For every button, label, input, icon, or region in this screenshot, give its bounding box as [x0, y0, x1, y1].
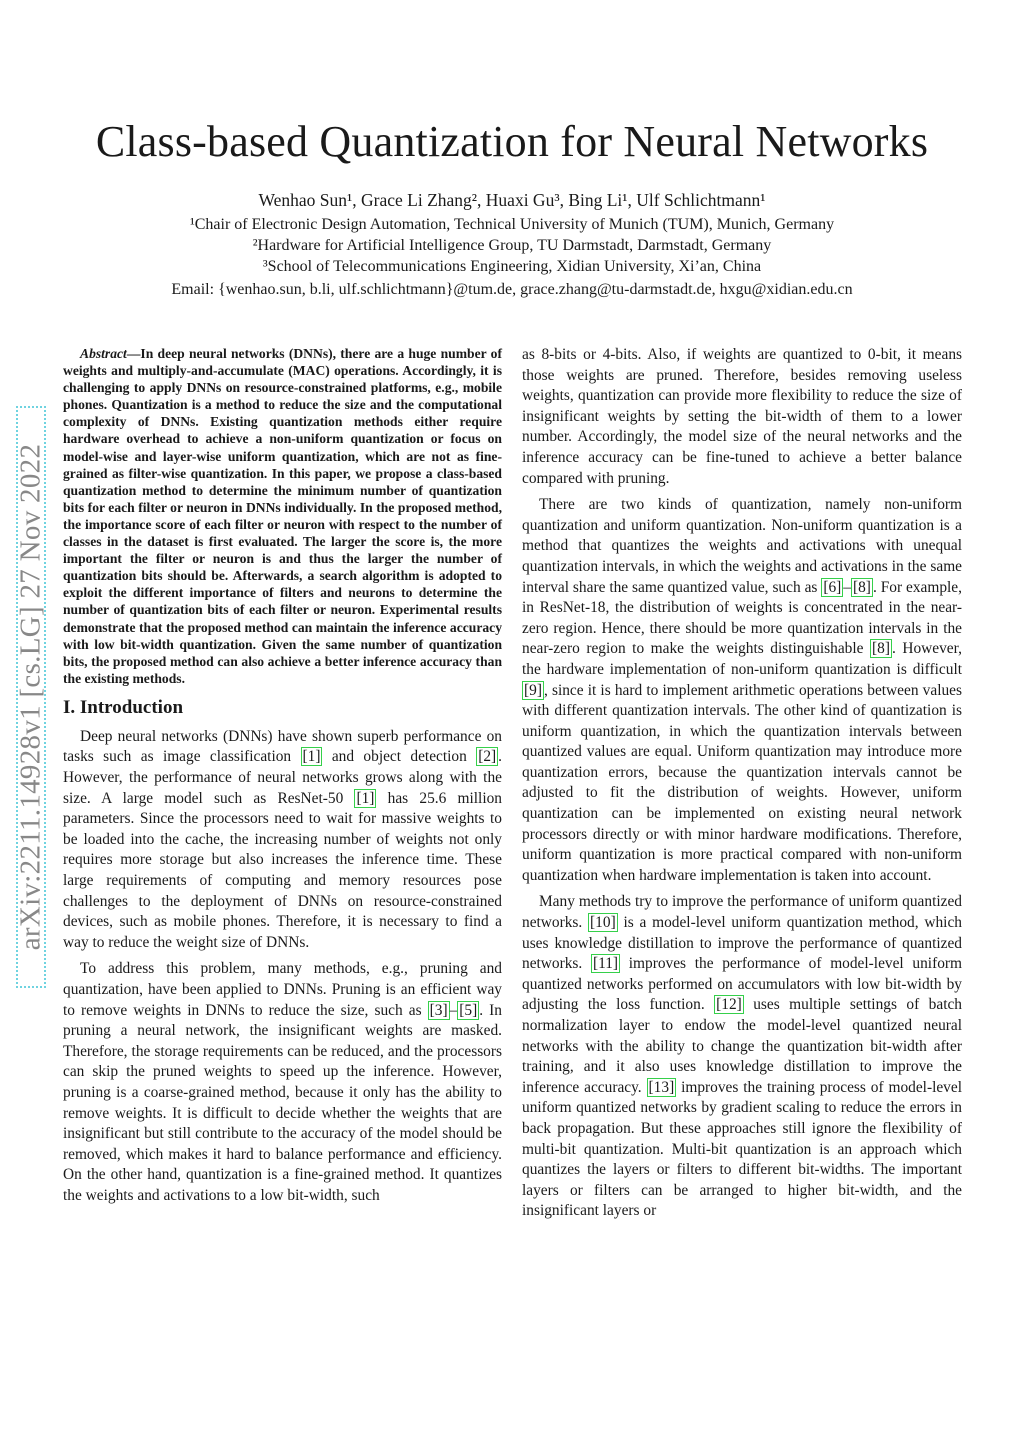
citation-link[interactable]: [9]	[524, 681, 542, 699]
affiliation-1: ¹Chair of Electronic Design Automation, Technical University of Munich (TUM), Munich, Germany	[189, 216, 835, 233]
right-column	[522, 345, 962, 1228]
citation-link[interactable]: [5]	[459, 1001, 478, 1019]
paper-title: Class-based Quantization for Neural Networks	[95, 117, 929, 166]
citation-link[interactable]: [13]	[648, 1078, 675, 1096]
citation-link[interactable]: [8]	[852, 578, 871, 596]
abstract-label: Abstract	[80, 346, 127, 361]
citation-link[interactable]: [1]	[302, 748, 321, 766]
intro-paragraph-2: To address this problem, many methods, e.g., pruning and quantization, have been applied to DNNs. Pruning is an efficient way to remove weights in DNNs to reduce the size, such as [3] – [5] . In pruning a neural network, the insignificant weights are masked. Therefore, the storage requirements can be reduced, and the processors can skip the pruned weights to speed up the inference. However, pruning is a coarse-grained method, because it only has the ability to remove weights. It is difficult to decide whether the weights that are insignificant but still contribute to the accuracy of the model should be removed, which makes it hard to balance performance and efficiency. On the other hand, quantization is a fine-grained method. It quantizes the weights and activations to a low bit-width, such	[63, 960, 502, 1204]
citation-link[interactable]: [10]	[590, 914, 616, 932]
citation-link[interactable]: [1]	[356, 789, 375, 807]
left-column	[63, 345, 502, 1213]
intro-paragraph-4: Many methods try to improve the performance of uniform quantized networks. [10] is a model-level uniform quantization method, which uses knowledge distillation to improve the performance of quantized networks. [11] improves the performance of model-level uniform quantized networks performed on accumulators with low bit-width by adjusting the loss function. [12] uses multiple settings of batch normalization layer to endow the model-level quantized neural networks with the ability to change the quantization bit-width after training, and it also uses knowledge distillation to improve the inference accuracy. [13] improves the training process of model-level uniform quantized networks by gradient scaling to reduce the errors in back propagation. But these approaches still ignore the flexibility of multi-bit quantization. Multi-bit quantization is an approach which quantizes the layers or filters to different bit-widths. The important layers or filters can be arranged to higher bit-width, and the insignificant layers or	[522, 893, 963, 1220]
citation-link[interactable]: [12]	[716, 996, 742, 1014]
citation-link[interactable]: [11]	[592, 955, 619, 973]
intro-paragraph-2-continued: as 8-bits or 4-bits. Also, if weights are quantized to 0-bit, it means those weights are pruned. Therefore, besides removing useless weights, quantization can provide more flexibility to reduce the size of insignificant weights by setting the bit-width of them to a lower number. Accordingly, the model size of the neural networks and the inference accuracy can be fine-tuned to achieve a better balance compared with pruning.	[522, 346, 962, 487]
citation-link[interactable]: [8]	[872, 640, 890, 658]
intro-paragraph-3: There are two kinds of quantization, namely non-uniform quantization and uniform quantization. Non-uniform quantization is a method that quantizes the weights and activations with unequal quantization intervals, in which the weights and activations in the same interval share the same quantized value, such as [6] – [8] . For example, in ResNet-18, the distribution of weights is concentrated in the near-zero region. Hence, there should be more quantization intervals in the near-zero region to make the weights distinguishable [8] . However, the hardware implementation of non-uniform quantization is difficult [9] , since it is hard to implement arithmetic operations between values with different quantization intervals. The other kind of quantization is uniform quantization, in which the quantization intervals between quantized values are equal. Uniform quantization may introduce more quantization errors, because the quantization intervals cannot be adjusted to fit the distribution of weights. However, uniform quantization can be implemented on existing neural network processors directly or with minor hardware modifications. Therefore, uniform quantization is more practical compared with non-uniform quantization when hardware implementation is taken into account.	[522, 496, 962, 884]
affiliation-3: ³School of Telecommunications Engineering, Xidian University, Xi’an, China	[262, 258, 762, 275]
citation-link[interactable]: [2]	[478, 748, 497, 766]
arxiv-stamp[interactable]: arXiv:2211.14928v1 [cs.LG] 27 Nov 2022	[14, 443, 47, 951]
abstract-text: —In deep neural networks (DNNs), there are a huge number of weights and multiply-and-accumulate (MAC) operations. Accordingly, it is challenging to apply DNNs on resource-constrained platforms, e.g., mobile phones. Quantization is a method to reduce the size and the computational complexity of DNNs. Existing quantization methods either require hardware overhead to achieve a non-uniform quantization or focus on model-wise and layer-wise uniform quantization, which are not as fine-grained as filter-wise quantization. In this paper, we propose a class-based quantization method to determine the minimum number of quantization bits for each filter or neuron in DNNs individually. In the proposed method, the importance score of each filter or neuron with respect to the number of classes in the dataset is first evaluated. The larger the score is, the more important the filter or neuron is and thus the larger the number of quantization bits should be. Afterwards, a search algorithm is adopted to exploit the different importance of filters and neurons to determine the number of quantization bits of each filter or neuron. Experimental results demonstrate that the proposed method can maintain the inference accuracy with low bit-width quantization. Given the same number of quantization bits, the proposed method can also achieve a better inference accuracy than the existing methods.	[63, 346, 502, 686]
affiliation-2: ²Hardware for Artificial Intelligence Group, TU Darmstadt, Darmstadt, Germany	[252, 237, 772, 254]
citation-link[interactable]: [6]	[823, 578, 842, 596]
intro-paragraph-1: Deep neural networks (DNNs) have shown superb performance on tasks such as image classification [1] and object detection [2] . However, the performance of neural networks grows along with the size. A large model such as ResNet-50 [1] has 25.6 million parameters. Since the processors need to wait for massive weights to be loaded into the cache, the increasing number of weights not only requires more storage but also increases the inference time. These large requirements of computing and memory resources pose challenges to the deployment of DNNs on resource-constrained devices, such as mobile phones. Therefore, it is necessary to find a way to reduce the weight size of DNNs.	[63, 727, 503, 951]
author-list: Wenhao Sun¹, Grace Li Zhang², Huaxi Gu³, Bing Li¹, Ulf Schlichtmann¹	[258, 190, 766, 210]
abstract	[63, 345, 502, 687]
section-heading-introduction: I. Introduction	[63, 696, 184, 718]
author-emails: Email: {wenhao.sun, b.li, ulf.schlichtmann}@tum.de, grace.zhang@tu-darmstadt.de, hxgu@xidian.edu.cn	[171, 281, 853, 298]
citation-link[interactable]: [3]	[429, 1001, 448, 1019]
